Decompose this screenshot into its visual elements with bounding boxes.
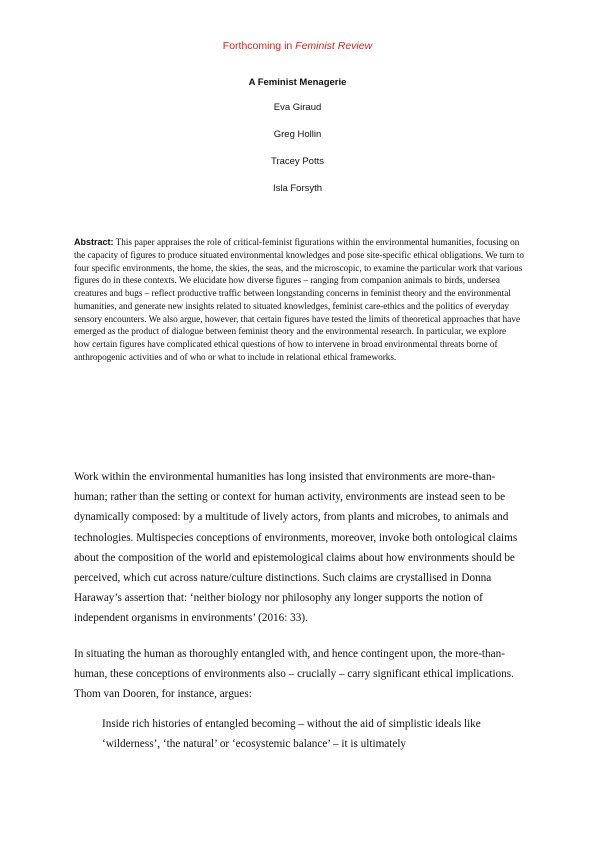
author-name: Isla Forsyth: [272, 183, 323, 194]
paper-title: A Feminist Menagerie: [248, 77, 347, 88]
abstract-label: Abstract:: [74, 237, 114, 247]
forthcoming-prefix: Forthcoming in: [222, 40, 296, 52]
forthcoming-header: [0, 40, 595, 52]
abstract-text: This paper appraises the role of critical-feminist figurations within the environmental humanities, focusing on the capacity of figures to produce situated environmental knowledges and pose site-specific ethical obligations. We turn to four specific environments, the home, the skies, the seas, and the microscopic, to examine the particular work that various figures do in these contexts. We elucidate how diverse figures – ranging from companion animals to birds, undersea creatures and bugs – reflect productive traffic between longstanding concerns in feminist theory and the environmental humanities, and generate new insights related to situated knowledges, feminist care-ethics and the politics of everyday sensory encounters. We also argue, however, that certain figures have tested the limits of theoretical approaches that have emerged as the product of dialogue between feminist theory and the environmental research. In particular, we explore how certain figures have complicated ethical questions of how to intervene in broad environmental threats borne of anthropogenic activities and of who or what to include in relational ethical frameworks.: [74, 237, 524, 362]
body-paragraph: Work within the environmental humanities has long insisted that environments are more-than-human; rather than the setting or context for human activity, environments are instead seen to be dynamically composed: by a multitude of lively actors, from plants and microbes, to animals and technologies. Multispecies conceptions of environments, moreover, invoke both ontological claims about the composition of the world and epistemological claims about how environments should be perceived, which cut across nature/culture distinctions. Such claims are crystallised in Donna Haraway’s assertion that: ‘neither biology nor philosophy any longer supports the notion of independent organisms in environments’ (2016: 33).: [74, 471, 518, 625]
abstract: [74, 236, 524, 364]
author-name: Greg Hollin: [273, 129, 322, 140]
author-name: Tracey Potts: [271, 156, 324, 167]
author-name: Eva Giraud: [273, 102, 322, 113]
body-paragraph: In situating the human as thoroughly entangled with, and hence contingent upon, the more-than-human, these conceptions of environments also – crucially – carry significant ethical implications. Thom van Dooren, for instance, argues:: [74, 648, 514, 701]
block-quote: Inside rich histories of entangled becoming – without the aid of simplistic ideals like ‘wilderness’, ‘the natural’ or ‘ecosystemic balance’ – it is ultimately: [102, 718, 481, 751]
journal-name: Feminist Review: [295, 40, 373, 52]
